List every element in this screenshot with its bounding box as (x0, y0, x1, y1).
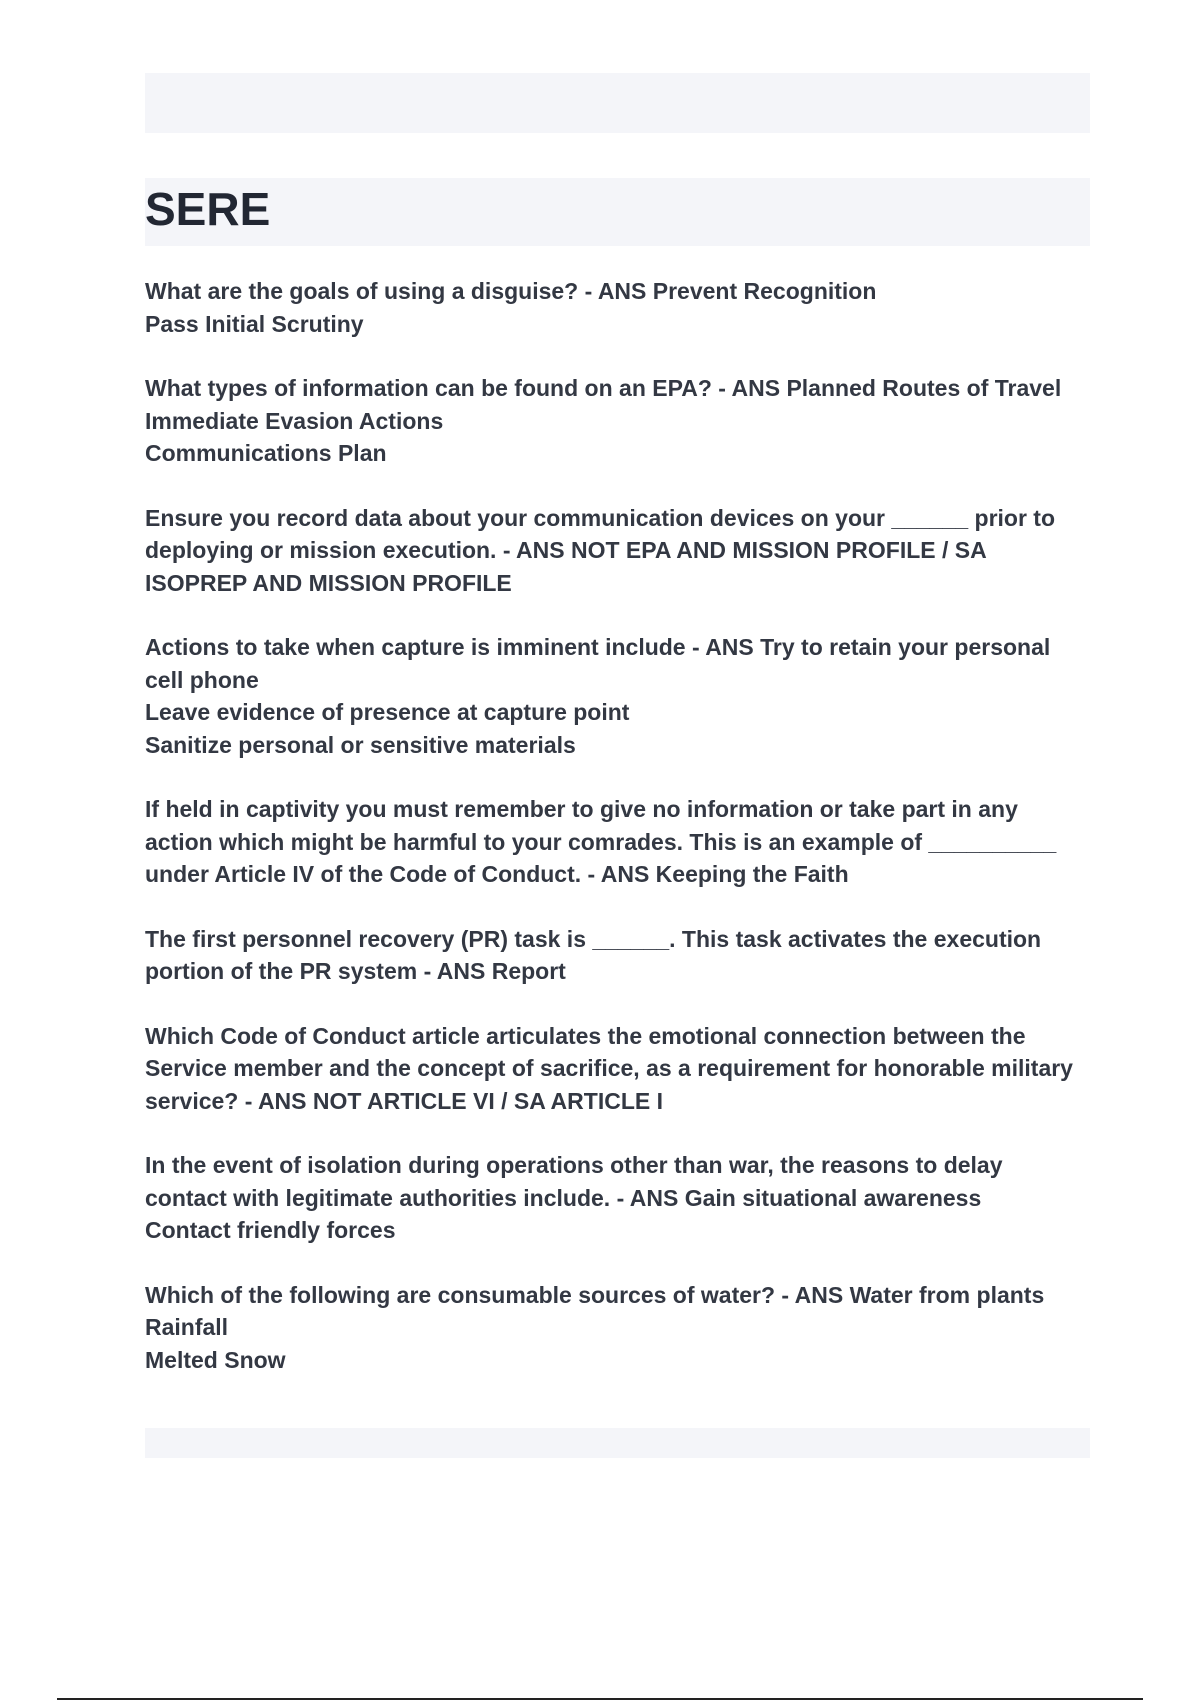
question-text: Which Code of Conduct article articulates the emotional connection between the Service member and the concept of sacrifice, as a requirement for honorable military service? - (145, 1022, 1080, 1114)
answer-text: ANS Prevent Recognition (597, 278, 877, 304)
answer-text: ANS NOT ARTICLE VI / SA ARTICLE I (257, 1087, 663, 1114)
answer-line: Melted Snow (145, 1346, 286, 1373)
document-title: SERE (145, 183, 271, 235)
answer-line: Sanitize personal or sensitive materials (145, 731, 576, 758)
title-band (145, 178, 1090, 246)
qa-item (145, 793, 1090, 891)
answer-line: Rainfall (145, 1314, 229, 1340)
qa-item (145, 275, 1090, 340)
question-text: What types of information can be found on an EPA? - (145, 375, 732, 401)
answer-line: Communications Plan (145, 440, 387, 466)
qa-item (145, 923, 1090, 988)
footer-band (145, 1428, 1090, 1458)
answer-line: Immediate Evasion Actions (145, 407, 444, 434)
question-text: In the event of isolation during operations other than war, the reasons to delay contact with legitimate authorities include. - (145, 1152, 1009, 1211)
answer-line: Leave evidence of presence at capture point (145, 699, 630, 725)
answer-text: ANS Water from plants (794, 1281, 1045, 1308)
question-text: Which of the following are consumable sources of water? - (145, 1281, 795, 1308)
answer-line: Pass Initial Scrutiny (145, 310, 364, 337)
question-text: Actions to take when capture is imminent include - (145, 634, 706, 660)
header-band (145, 73, 1090, 133)
answer-text: ANS Gain situational awareness (629, 1184, 982, 1211)
answer-text: ANS NOT EPA AND MISSION PROFILE / SA ISOPREP AND MISSION PROFILE (145, 537, 993, 596)
answer-line: Contact friendly forces (145, 1217, 396, 1243)
answer-text: ANS Try to retain your personal cell phone (145, 634, 1057, 693)
question-text: The first personnel recovery (PR) task is ______. This task activates the execution portion of the PR system - (145, 925, 1048, 984)
answer-text: ANS Keeping the Faith (600, 861, 849, 887)
qa-list (145, 275, 1090, 1408)
question-text: If held in captivity you must remember to give no information or take part in any action which might be harmful to your comrades. This is an example of __________ under Article IV of the Code of Conduct. - (145, 796, 1063, 887)
qa-item (145, 1279, 1090, 1377)
question-text: What are the goals of using a disguise? - (145, 278, 598, 304)
qa-item (145, 1149, 1090, 1247)
qa-item (145, 502, 1090, 600)
answer-text: ANS Report (436, 958, 566, 984)
answer-text: ANS Planned Routes of Travel (731, 375, 1062, 401)
qa-item (145, 1020, 1090, 1118)
qa-item (145, 631, 1090, 761)
question-text: Ensure you record data about your communication devices on your ______ prior to deploying or mission execution. - (145, 504, 1062, 563)
qa-item (145, 372, 1090, 470)
